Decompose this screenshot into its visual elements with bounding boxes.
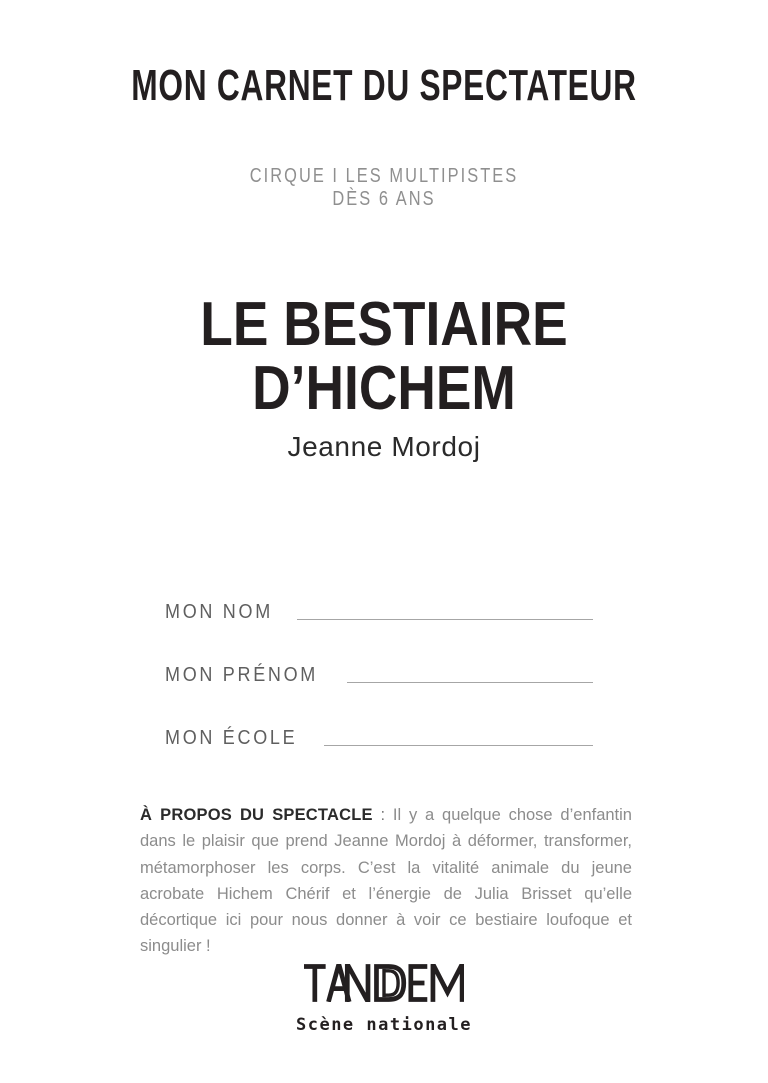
firstname-field-line: [347, 681, 593, 683]
name-field-line: [297, 618, 593, 620]
tandem-logo-image: [304, 964, 464, 1002]
tandem-logo: [0, 964, 768, 1002]
school-field-row: [165, 724, 593, 748]
category-genre-line: CIRQUE I LES MULTIPISTES: [249, 165, 519, 187]
about-body: Il y a quelque chose d’enfantin dans le plaisir que prend Jeanne Mordoj à déformer, transformer, métamorphoser les corps. C’est la vitalité animale du jeune acrobate Hichem Chérif et l’énergie de Julia Brisset qu’elle décortique ici pour nous donner à voir ce bestiaire loufoque et singulier !: [140, 806, 632, 956]
show-title-line2: D’HICHEM: [252, 354, 516, 423]
show-category: [69, 165, 699, 211]
name-field-label: MON NOM: [165, 601, 273, 623]
show-title-line1: LE BESTIAIRE: [200, 290, 568, 359]
firstname-field-label: MON PRÉNOM: [165, 664, 318, 686]
about-paragraph: [140, 802, 632, 960]
category-age-line: DÈS 6 ANS: [332, 188, 436, 210]
school-field-label: MON ÉCOLE: [165, 727, 298, 749]
school-field-line: [324, 744, 593, 746]
name-field-row: [165, 598, 593, 622]
firstname-field-row: [165, 661, 593, 685]
about-separator: :: [372, 806, 393, 824]
document-title: MON CARNET DU SPECTATEUR: [131, 61, 637, 110]
show-author: Jeanne Mordoj: [287, 431, 481, 462]
show-title: [54, 290, 714, 423]
about-heading: À PROPOS DU SPECTACLE: [140, 806, 373, 824]
tandem-logo-subtitle: Scène nationale: [295, 1015, 473, 1035]
